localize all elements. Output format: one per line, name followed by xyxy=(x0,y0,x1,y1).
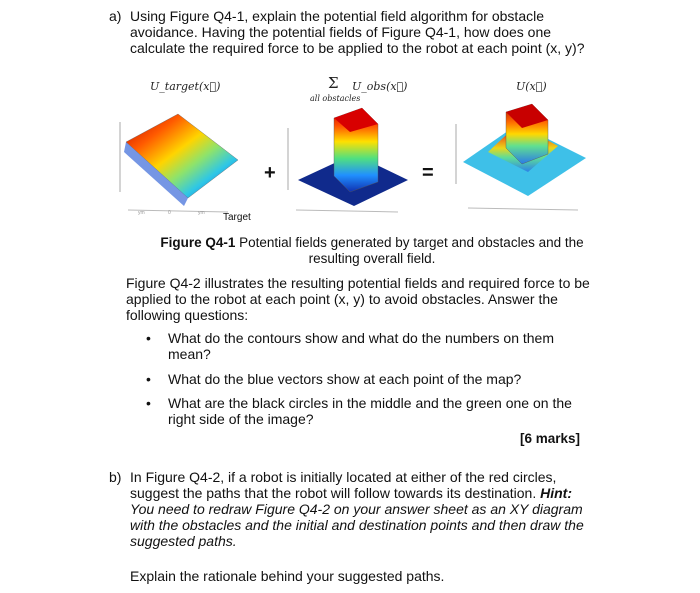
bullet-glyph-3: • xyxy=(146,395,151,411)
part-b-line-2: suggest the paths that the robot will follow towards its destination. xyxy=(130,485,541,501)
label-obstacle-field: U_obs(x⃗) xyxy=(352,80,408,93)
caption-figure-number: Figure Q4-1 xyxy=(160,235,236,250)
part-b-line-3: You need to redraw Figure Q4-2 on your answer sheet as an XY diagram xyxy=(130,501,583,517)
bullet-3-line-2: right side of the image? xyxy=(168,411,314,427)
label-target-field: U_target(x⃗) xyxy=(150,80,221,93)
total-field-plot xyxy=(456,104,586,210)
svg-text:ym: ym xyxy=(198,210,205,216)
svg-text:ym: ym xyxy=(138,210,145,216)
label-sum-symbol: Σ xyxy=(328,74,339,92)
plus-sign: + xyxy=(264,162,276,184)
caption-text-2: resulting overall field. xyxy=(308,251,436,266)
part-b-line-1: In Figure Q4-2, if a robot is initially located at either of the red circles, xyxy=(130,469,557,485)
part-b-question xyxy=(130,469,600,549)
bullet-1-line-2: mean? xyxy=(168,346,211,362)
svg-text:0: 0 xyxy=(168,210,171,216)
obstacle-field-plot xyxy=(288,108,408,212)
para-line-3: following questions: xyxy=(126,307,249,323)
part-a-line-2: avoidance. Having the potential fields of Figure Q4-1, how does one xyxy=(130,24,552,40)
figure-q4-1 xyxy=(108,72,608,232)
bullet-1-line-1: What do the contours show and what do the numbers on them xyxy=(168,330,555,346)
hint-label: Hint: xyxy=(540,485,573,501)
bullet-2-line-1: What do the blue vectors show at each point of the map? xyxy=(168,371,522,387)
part-b-final-instruction: Explain the rationale behind your suggested paths. xyxy=(130,568,445,584)
label-all-obstacles: all obstacles xyxy=(310,94,361,103)
para-line-2: applied to the robot at each point (x, y) to avoid obstacles. Answer the xyxy=(126,291,558,307)
potential-field-plots xyxy=(108,72,608,232)
figure-q4-2-paragraph xyxy=(126,275,596,323)
para-line-1: Figure Q4-2 illustrates the resulting potential fields and required force to be xyxy=(126,275,590,291)
bullet-3-line-1: What are the black circles in the middle and the green one on the xyxy=(168,395,572,411)
equals-sign: = xyxy=(422,162,434,184)
bullet-item-1 xyxy=(168,330,578,362)
part-b-line-5: suggested paths. xyxy=(130,533,237,549)
figure-caption xyxy=(152,235,592,267)
part-a-label: a) xyxy=(109,8,122,24)
part-a-line-1: Using Figure Q4-1, explain the potential field algorithm for obstacle xyxy=(130,8,544,24)
bullet-item-3 xyxy=(168,395,578,427)
caption-text-1: Potential fields generated by target and obstacles and the xyxy=(235,235,584,250)
part-a-question xyxy=(130,8,600,56)
marks-label: [6 marks] xyxy=(520,431,581,446)
part-b-line-4: with the obstacles and the initial and destination points and then draw the xyxy=(130,517,584,533)
bullet-glyph-2: • xyxy=(146,371,151,387)
part-b-label: b) xyxy=(109,469,122,485)
label-total-field: U(x⃗) xyxy=(516,80,547,93)
bullet-glyph-1: • xyxy=(146,330,151,346)
bullet-item-2 xyxy=(168,371,578,387)
target-field-plot xyxy=(120,114,238,216)
part-a-line-3: calculate the required force to be applied to the robot at each point (x, y)? xyxy=(130,40,585,56)
target-label: Target xyxy=(223,212,251,223)
